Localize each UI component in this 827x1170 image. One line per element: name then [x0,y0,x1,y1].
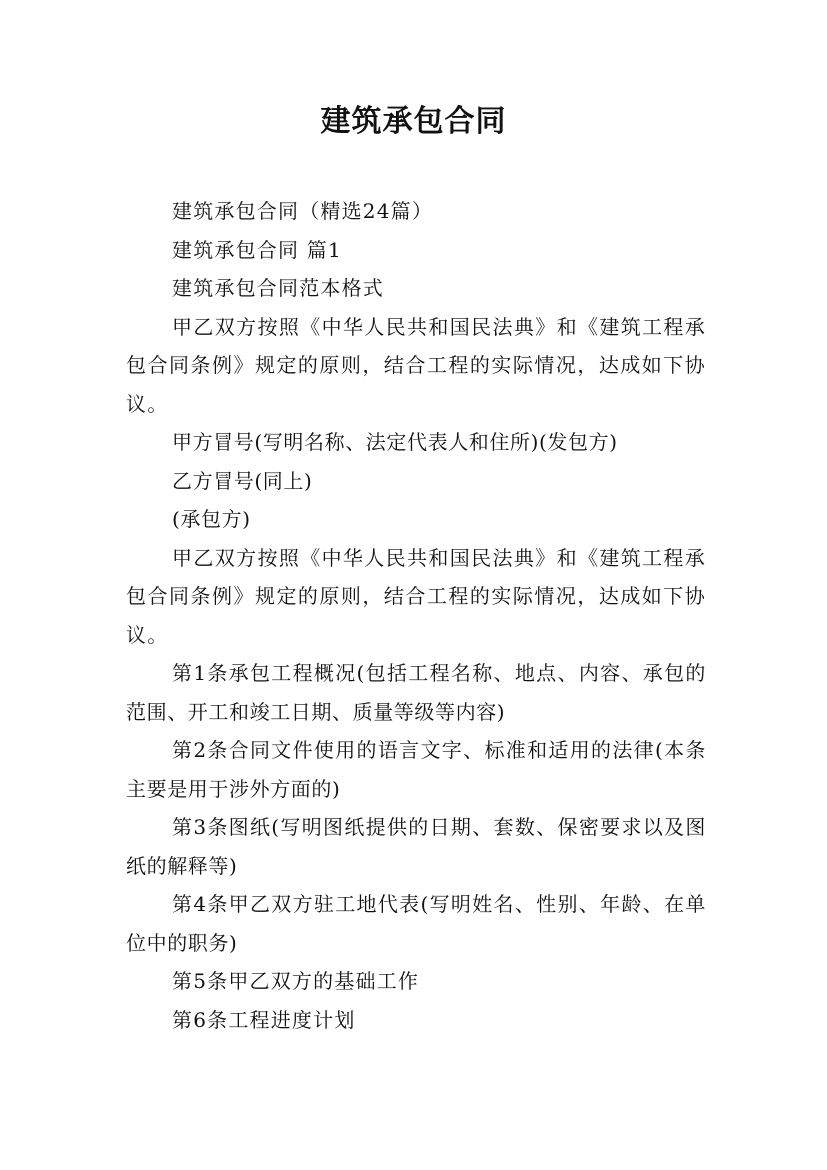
paragraph-section-heading: 建筑承包合同 篇1 [172,237,342,262]
paragraph-preamble: 甲乙双方按照《中华人民共和国民法典》和《建筑工程承包合同条例》规定的原则，结合工程的实际情况，达成如下协议。 [126,314,706,416]
paragraph-party-b: 乙方冒号(同上) [172,468,313,493]
paragraph-subtitle: 建筑承包合同（精选24篇） [172,199,434,223]
paragraph-article-1: 第1条承包工程概况(包括工程名称、地点、内容、承包的范围、开工和竣工日期、质量等级等内容) [126,661,706,724]
paragraph-article-5: 第5条甲乙双方的基础工作 [172,969,420,993]
paragraph-article-4: 第4条甲乙双方驻工地代表(写明姓名、性别、年龄、在单位中的职务) [126,892,706,955]
paragraph-template-heading: 建筑承包合同范本格式 [172,276,384,300]
paragraph-article-3: 第3条图纸(写明图纸提供的日期、套数、保密要求以及图纸的解释等) [126,815,706,878]
paragraph-party-a: 甲方冒号(写明名称、法定代表人和住所)(发包方) [172,430,618,454]
paragraph-contractor: (承包方) [172,507,251,531]
document-title: 建筑承包合同 [320,104,507,139]
paragraph-article-6: 第6条工程进度计划 [172,1007,356,1032]
paragraph-article-2: 第2条合同文件使用的语言文字、标准和适用的法律(本条主要是用于涉外方面的) [126,738,706,801]
paragraph-preamble-repeat: 甲乙双方按照《中华人民共和国民法典》和《建筑工程承包合同条例》规定的原则，结合工程的实际情况，达成如下协议。 [126,545,706,647]
document-body [126,192,706,1039]
